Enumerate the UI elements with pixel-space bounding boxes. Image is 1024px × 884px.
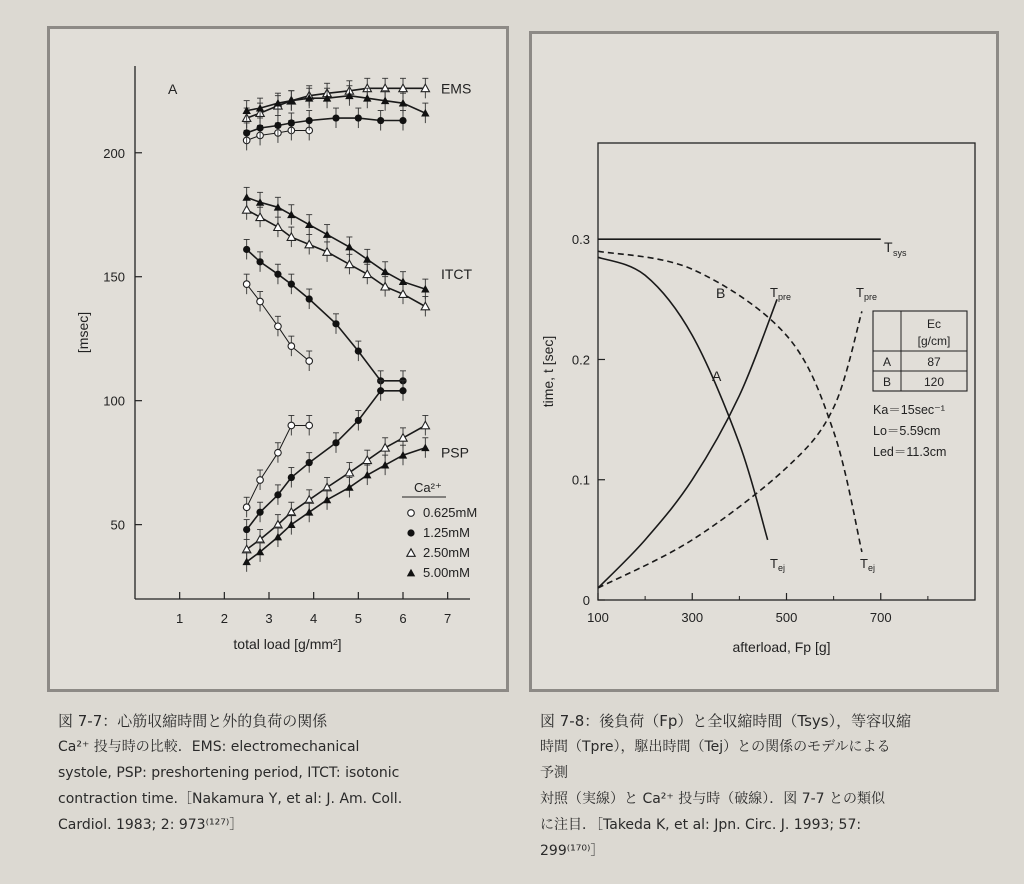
tej-b-label: T [860,556,868,571]
x-axis-label: afterload, Fp [g] [732,639,831,655]
data-point [274,122,281,129]
caption-line: systole, PSP: preshortening period, ITCT: isotonic [58,765,400,781]
data-point [243,281,250,288]
caption-line: 時間（Tpre），駆出時間（Tej）との関係のモデルによる [540,739,891,755]
figure-7-8-caption [540,708,911,864]
data-point [407,569,415,577]
tsys-subscript: sys [893,248,907,258]
y-tick-label: 200 [103,145,125,161]
curve-a-label: A [712,368,722,384]
caption-title: 図 7-7：心筋収縮時間と外的負荷の関係 [58,712,328,730]
tpre-b-subscript: pre [864,292,878,302]
model-parameter: Lo＝5.59cm [873,424,941,438]
data-point [323,230,331,238]
data-point [288,119,295,126]
data-point [256,258,263,265]
param-table-row-label: B [882,375,892,389]
data-point [399,434,407,442]
data-point [306,117,313,124]
x-tick-label: 4 [310,611,318,626]
data-point [345,243,353,251]
data-point [288,474,295,481]
caption-line: Ca²⁺ 投与時の比較．EMS: electromechanical [58,739,360,755]
data-point [256,213,264,221]
data-point [399,277,407,285]
tpre-b-label: T [856,285,864,300]
data-point [275,323,282,330]
data-point [288,281,295,288]
model-curve [598,257,768,540]
data-point [345,468,353,476]
curve-b-label: B [716,285,726,301]
model-curve [598,311,862,588]
data-point [242,193,250,201]
series-line [247,210,426,307]
caption-line: 299⁽¹⁷⁰⁾］ [540,843,605,859]
caption-line: Cardiol. 1983; 2: 973⁽¹²⁷⁾］ [58,817,244,833]
data-point [363,456,371,464]
data-point [332,114,339,121]
data-point [407,549,415,557]
y-tick-label: 0 [582,593,590,608]
legend-entry: 5.00mM [423,565,470,580]
data-point [256,509,263,516]
x-axis-label: total load [g/mm²] [233,636,342,652]
data-point [345,483,353,491]
x-tick-label: 3 [265,611,273,626]
series-line [247,391,403,530]
tsys-label: T [884,239,893,255]
x-tick-label: 100 [587,610,609,625]
data-point [355,417,362,424]
x-tick-label: 5 [354,611,362,626]
x-tick-label: 700 [869,610,892,625]
data-point [363,255,371,263]
panel-label: A [168,81,178,97]
data-point [381,268,389,276]
data-point [306,459,313,466]
data-point [345,260,353,268]
data-point [355,114,362,121]
x-tick-label: 300 [681,610,704,625]
data-point [275,449,282,456]
y-tick-label: 0.2 [571,352,590,368]
group-label: PSP [440,444,469,461]
model-curve [598,299,777,588]
data-point [408,510,415,517]
y-axis-label: time, t [sec] [540,335,556,408]
figure-7-7-caption [58,708,402,838]
x-tick-label: 1 [176,611,184,626]
y-tick-label: 0.3 [571,232,590,248]
model-curve [598,251,862,552]
tej-a-subscript: ej [778,563,786,573]
caption-line: に注目．［Takeda K, et al: Jpn. Circ. J. 1993; 57: [540,817,862,833]
y-tick-label: 100 [103,393,125,409]
group-label: ITCT [440,266,473,283]
tej-b-subscript: ej [868,563,876,573]
y-tick-label: 150 [103,269,125,285]
caption-line: 予測 [540,765,568,781]
param-table-header: Ec [926,317,942,331]
legend-entry: 2.50mM [423,545,470,560]
data-point [377,387,384,394]
caption-line: 対照（実線）と Ca²⁺ 投与時（破線）．図 7-7 との類似 [540,791,886,807]
data-point [421,444,429,452]
tpre-a-label: T [770,285,778,300]
model-parameter: Led＝11.3cm [873,445,947,459]
data-point [288,343,295,350]
data-point [381,282,389,290]
data-point [381,444,389,452]
data-point [323,496,331,504]
data-point [274,223,282,231]
data-point [288,422,295,429]
caption-title: 図 7-8：後負荷（Fp）と全収縮時間（Tsys），等容収縮 [540,712,912,730]
data-point [332,439,339,446]
data-point [257,477,264,484]
legend-title: Ca²⁺ [414,480,442,495]
param-table-row-label: A [882,355,892,369]
tpre-a-subscript: pre [778,292,792,302]
tej-a-label: T [770,556,778,571]
data-point [305,508,313,516]
series-line [247,448,426,562]
data-point [306,358,313,365]
legend-entry: 1.25mM [423,525,470,540]
data-point [256,124,263,131]
data-point [355,347,362,354]
param-table-value: 120 [923,375,945,389]
data-point [421,302,429,310]
data-point [407,529,414,536]
legend-entry: 0.625mM [423,505,478,520]
data-point [243,526,250,533]
data-point [399,387,406,394]
y-tick-label: 50 [110,517,125,533]
x-tick-label: 500 [775,610,798,625]
series-line [247,197,426,289]
x-tick-label: 7 [444,611,452,626]
y-axis-label: [msec] [75,311,91,354]
data-point [363,270,371,278]
data-point [243,504,250,511]
param-table-value: 87 [927,355,941,369]
param-table-unit: [g/cm] [917,334,951,348]
data-point [381,461,389,469]
data-point [257,298,264,305]
data-point [421,421,429,429]
data-point [306,295,313,302]
x-tick-label: 2 [220,611,228,626]
data-point [243,129,250,136]
data-point [306,422,313,429]
data-point [399,117,406,124]
y-tick-label: 0.1 [571,472,590,488]
data-point [363,471,371,479]
data-point [377,117,384,124]
group-label: EMS [440,80,472,97]
model-parameter: Ka＝15sec⁻¹ [873,403,945,417]
data-point [305,220,313,228]
data-point [274,491,281,498]
data-point [243,246,250,253]
x-tick-label: 6 [399,611,407,626]
data-point [287,520,295,528]
data-point [287,211,295,219]
caption-line: contraction time.［Nakamura Y, et al: J. Am. Coll. [58,791,403,807]
data-point [274,271,281,278]
data-point [332,320,339,327]
